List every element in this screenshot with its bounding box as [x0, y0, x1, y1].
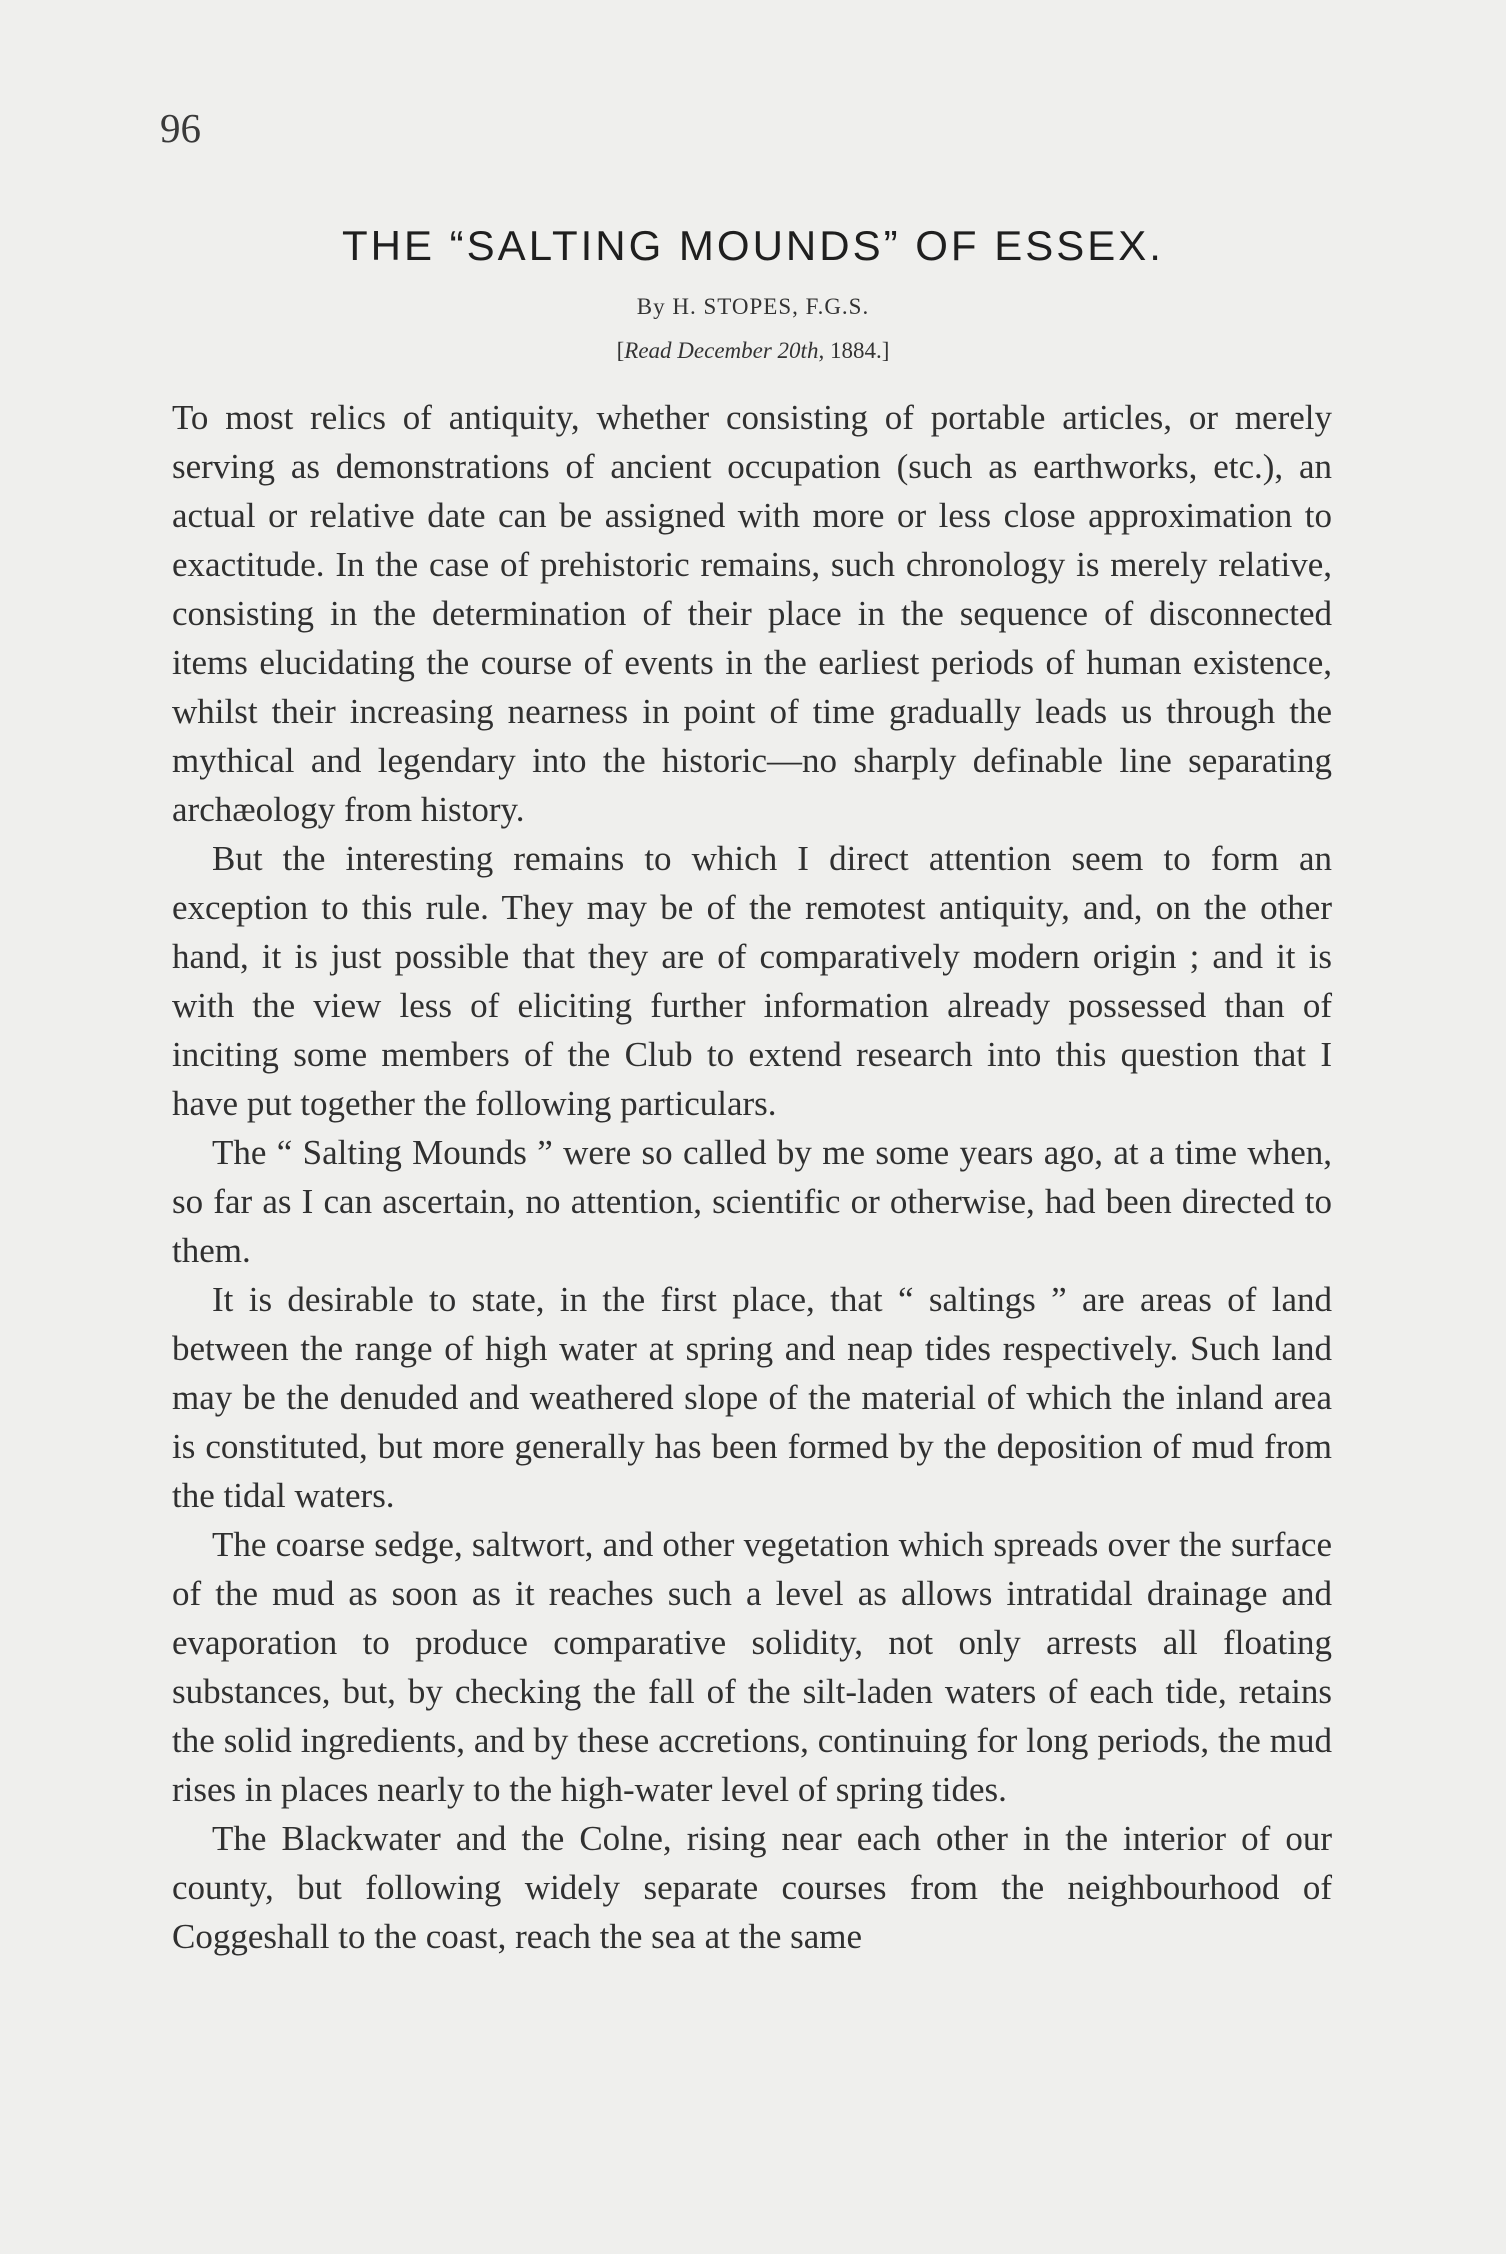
- page-number: 96: [160, 105, 201, 151]
- read-date-italic: Read December 20th,: [624, 338, 825, 363]
- paragraph: The coarse sedge, saltwort, and other vegetation which spreads over the surface of the mud as soon as it reaches such a level as allows intratidal drainage and evaporation to produce comparative solidity, not only arrests all floating substances, but, by checking the fall of the silt-laden waters of each tide, retains the solid ingredients, and by these accretions, continuing for long periods, the mud rises in places nearly to the high-water level of spring tides.: [172, 1525, 1332, 1809]
- read-date-open: [: [616, 338, 625, 363]
- article-body: [172, 393, 1332, 1961]
- read-date: [0, 338, 1506, 364]
- paragraph: To most relics of antiquity, whether consisting of portable articles, or merely serving as demonstrations of ancient occupation (such as earthworks, etc.), an actual or relative date can be assigned with more or less close approximation to exactitude. In the case of prehistoric remains, such chronology is merely relative, consisting in the determination of their place in the sequence of disconnected items elucidating the course of events in the earliest periods of human existence, whilst their increasing nearness in point of time gradually leads us through the mythical and legendary into the historic—no sharply definable line separating archæology from history.: [172, 398, 1332, 829]
- paragraph: The Blackwater and the Colne, rising near each other in the interior of our county, but following widely separate courses from the neighbourhood of Coggeshall to the coast, reach the sea at the same: [172, 1819, 1332, 1956]
- paragraph: It is desirable to state, in the first place, that “ saltings ” are areas of land between the range of high water at spring and neap tides respectively. Such land may be the denuded and weathered slope of the material of which the inland area is constituted, but more generally has been formed by the deposition of mud from the tidal waters.: [172, 1280, 1332, 1515]
- article-title: THE “SALTING MOUNDS” OF ESSEX.: [342, 222, 1164, 269]
- paragraph: The “ Salting Mounds ” were so called by me some years ago, at a time when, so far as I can ascertain, no attention, scientific or otherwise, had been directed to them.: [172, 1133, 1332, 1270]
- read-date-close: 1884.]: [824, 338, 890, 363]
- paragraph: But the interesting remains to which I direct attention seem to form an exception to this rule. They may be of the remotest antiquity, and, on the other hand, it is just possible that they are of comparatively modern origin ; and it is with the view less of eliciting further information already possessed than of inciting some members of the Club to extend research into this question that I have put together the following particulars.: [172, 839, 1332, 1123]
- author-byline: By H. STOPES, F.G.S.: [636, 294, 870, 319]
